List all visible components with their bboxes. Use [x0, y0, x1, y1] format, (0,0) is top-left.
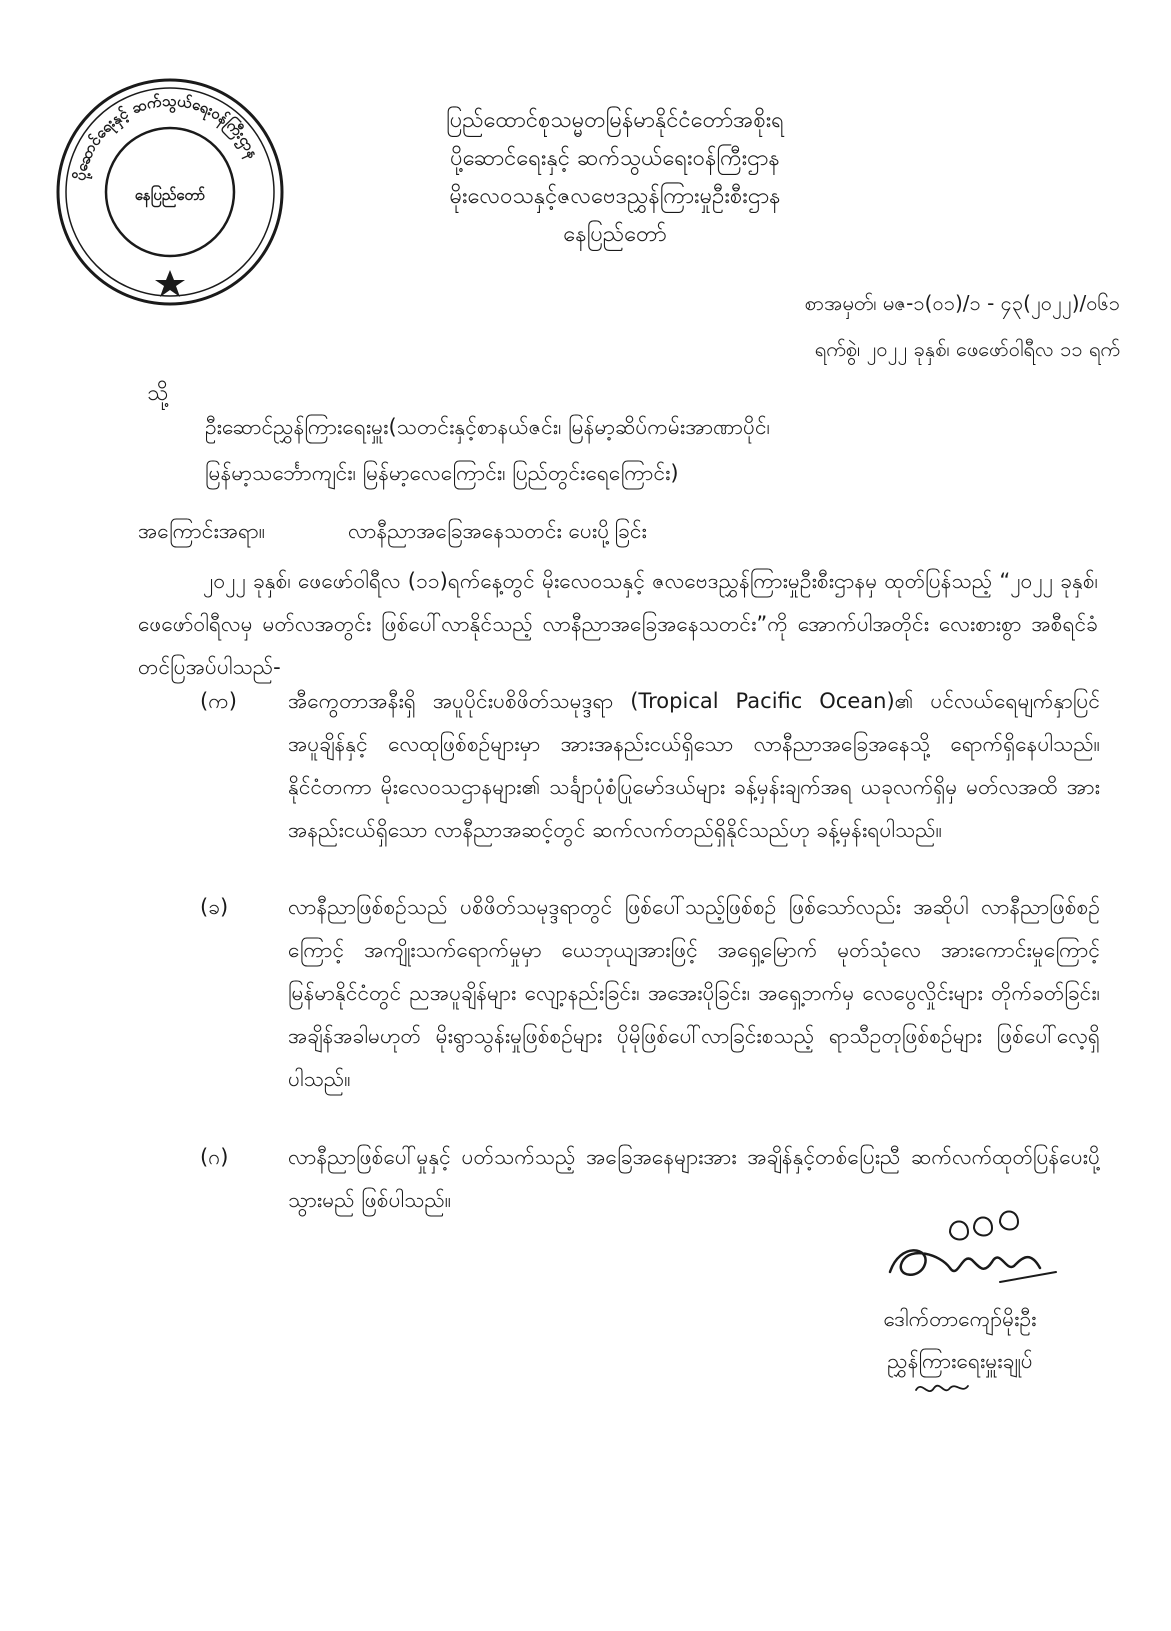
handwritten-initial	[912, 1376, 972, 1402]
letterhead	[355, 102, 875, 254]
list-item	[200, 680, 1100, 852]
letter-date: ရက်စွဲ၊ ၂၀၂၂ ခုနှစ်၊ ဖေဖော်ဝါရီလ ၁၁ ရက်	[814, 337, 1120, 361]
addressee-line-1: ဦးဆောင်ညွှန်ကြားရေးမှူး(သတင်းနှင့်စာနယ်ဇင်း၊ မြန်မာ့ဆိပ်ကမ်းအာဏာပိုင်၊	[205, 415, 770, 439]
subject-line	[138, 518, 647, 549]
intro-text: ၂၀၂၂ ခုနှစ်၊ ဖေဖော်ဝါရီလ (၁၁)ရက်နေ့တွင် မိုးလေဝသနှင့် ဇလဗေဒညွှန်ကြားမှုဦးစီးဌာနမှ ထုတ်ပြန်သည့် “၂၀၂၂ ခုနှစ်၊ ဖေဖော်ဝါရီလမှ မတ်လအတွင်း ဖြစ်ပေါ်လာနိုင်သည့် လာနီညာအခြေအနေသတင်း”ကို အောက်ပါအတိုင်း လေးစားစွာ အစီရင်ခံတင်ပြအပ်ပါသည်-	[138, 569, 1098, 679]
signer-title: ညွှန်ကြားရေးမှူးချုပ်	[887, 1349, 1033, 1373]
item-text: လာနီညာဖြစ်ပေါ်မှုနှင့် ပတ်သက်သည့် အခြေအနေများအား အချိန်နှင့်တစ်ပြေးညီ ဆက်လက်ထုတ်ပြန်ပေးပို့သွားမည် ဖြစ်ပါသည်။	[288, 1145, 1100, 1212]
subject-label: အကြောင်းအရာ။	[138, 519, 266, 543]
item-number: (က)	[200, 689, 237, 713]
letterhead-ministry: ပို့ဆောင်ရေးနှင့် ဆက်သွယ်ရေးဝန်ကြီးဌာန	[450, 146, 780, 171]
addressee-line-2: မြန်မာ့သင်္ဘောကျင်း၊ မြန်မာ့လေကြောင်း၊ ပြည်တွင်းရေကြောင်း)	[205, 461, 679, 485]
item-number: (ခ)	[200, 895, 229, 919]
seal-star-icon	[155, 270, 185, 297]
subject-text: လာနီညာအခြေအနေသတင်း ပေးပို့ခြင်း	[348, 519, 647, 543]
letterhead-department: မိုးလေဝသနှင့်ဇလဗေဒညွှန်ကြားမှုဦးစီးဌာန	[449, 184, 781, 209]
letter-number: စာအမှတ်၊ မဇ-၁(၀၁)/၁ - ၄၃(၂၀၂၂)/၀၆၁	[804, 291, 1120, 315]
item-text: အီကွေတာအနီးရှိ အပူပိုင်းပစိဖိတ်သမုဒ္ဒရာ (Tropical Pacific Ocean)၏ ပင်လယ်ရေမျက်နှာပြင်အပူချိန်နှင့် လေထုဖြစ်စဉ်များမှာ အားအနည်းငယ်ရှိသော လာနီညာအခြေအနေသို့ ရောက်ရှိနေပါသည်။ နိုင်ငံတကာ မိုးလေဝသဌာနများ၏ သင်္ချာပုံစံပြုမော်ဒယ်များ ခန့်မှန်းချက်အရ ယခုလက်ရှိမှ မတ်လအထိ အားအနည်းငယ်ရှိသော လာနီညာအဆင့်တွင် ဆက်လက်တည်ရှိနိုင်သည်ဟု ခန့်မှန်းရပါသည်။	[288, 689, 1100, 842]
handwritten-signature	[880, 1202, 1060, 1294]
addressee	[205, 404, 1105, 496]
letterhead-government: ပြည်ထောင်စုသမ္မတမြန်မာနိုင်ငံတော်အစိုးရ	[446, 108, 784, 133]
seal-center-text: နေပြည်တော်	[134, 186, 206, 204]
reference-block	[650, 280, 1120, 372]
to-label: သို့	[147, 381, 169, 406]
signer-name: ဒေါက်တာကျော်မိုးဦး	[883, 1307, 1037, 1331]
letterhead-city: နေပြည်တော်	[563, 222, 667, 247]
signer-block	[820, 1298, 1100, 1382]
item-text: လာနီညာဖြစ်စဉ်သည် ပစိဖိတ်သမုဒ္ဒရာတွင် ဖြစ်ပေါ်သည့်ဖြစ်စဉ် ဖြစ်သော်လည်း အဆိုပါ လာနီညာဖြစ်စဉ်ကြောင့် အကျိုးသက်ရောက်မှုမှာ ယေဘုယျအားဖြင့် အရှေ့မြောက် မုတ်သုံလေ အားကောင်းမှုကြောင့် မြန်မာနိုင်ငံတွင် ညအပူချိန်များ လျော့နည်းခြင်း၊ အအေးပိုခြင်း၊ အရှေ့ဘက်မှ လေပွေလှိုင်းများ တိုက်ခတ်ခြင်း၊ အချိန်အခါမဟုတ် မိုးရွာသွန်းမှုဖြစ်စဉ်များ ပိုမိုဖြစ်ပေါ်လာခြင်းစသည့် ရာသီဥတုဖြစ်စဉ်များ ဖြစ်ပေါ်လေ့ရှိပါသည်။	[288, 895, 1100, 1091]
official-seal	[54, 76, 286, 308]
intro-paragraph	[138, 560, 1098, 689]
seal-ring-text: ပို့ဆောင်ရေးနှင့် ဆက်သွယ်ရေးဝန်ကြီးဌာန	[70, 91, 263, 182]
item-number: (ဂ)	[200, 1145, 229, 1169]
list-item	[200, 886, 1100, 1101]
